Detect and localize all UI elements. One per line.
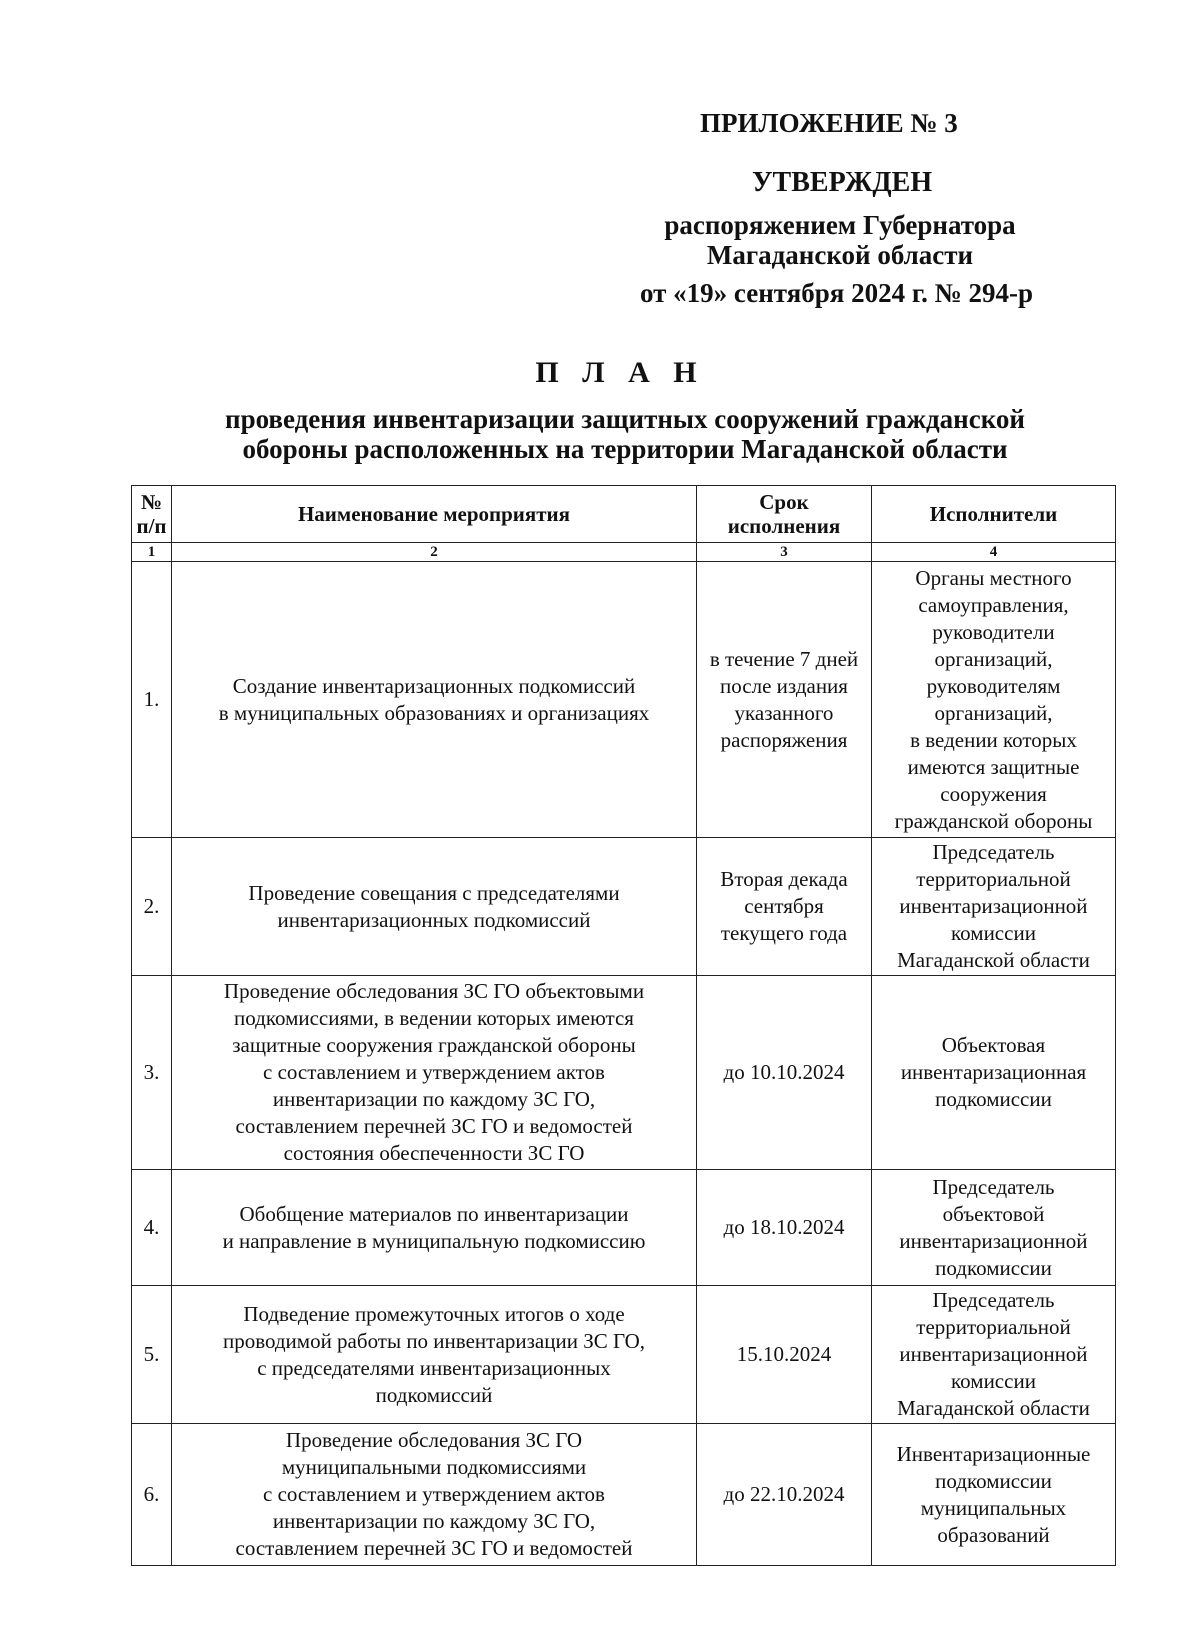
row-number: 6.: [132, 1424, 172, 1566]
col-num-header: № п/п: [132, 486, 172, 543]
activity-executors: Председатель территориальной инвентаризационной комиссии Магаданской области: [872, 838, 1116, 976]
plan-subtitle: проведения инвентаризации защитных сооружений гражданской обороны расположенных на территории Магаданской области: [225, 404, 1025, 464]
activity-term: до 22.10.2024: [697, 1424, 872, 1566]
row-number: 5.: [132, 1286, 172, 1424]
row-number: 4.: [132, 1170, 172, 1286]
table-row: [132, 976, 1116, 1170]
col-number: 4: [872, 543, 1116, 562]
col-name-header: Наименование мероприятия: [172, 486, 697, 543]
col-term-header: Срок исполнения: [697, 486, 872, 543]
activity-executors: Председатель территориальной инвентаризационной комиссии Магаданской области: [872, 1286, 1116, 1424]
col-number: 1: [132, 543, 172, 562]
activity-name: Создание инвентаризационных подкомиссий в муниципальных образованиях и организациях: [172, 562, 697, 838]
activity-term: 15.10.2024: [697, 1286, 872, 1424]
header-row: [132, 486, 1116, 543]
approved-by: распоряжением Губернатора Магаданской области: [664, 210, 1016, 270]
col-exec-header: Исполнители: [872, 486, 1116, 543]
row-number: 3.: [132, 976, 172, 1170]
activity-executors: Председатель объектовой инвентаризационной подкомиссии: [872, 1170, 1116, 1286]
row-number: 1.: [132, 562, 172, 838]
plan-table: [131, 485, 1116, 1566]
approved-label: УТВЕРЖДЕН: [752, 167, 933, 198]
table-row: [132, 1170, 1116, 1286]
activity-term: до 18.10.2024: [697, 1170, 872, 1286]
row-number: 2.: [132, 838, 172, 976]
activity-term: Вторая декада сентября текущего года: [697, 838, 872, 976]
table-row: [132, 1286, 1116, 1424]
column-numbers-row: [132, 543, 1116, 562]
activity-name: Подведение промежуточных итогов о ходе проводимой работы по инвентаризации ЗС ГО, с председателями инвентаризационных подкомиссий: [172, 1286, 697, 1424]
order-date: от «19» сентября 2024 г. № 294-р: [640, 278, 1034, 308]
activity-name: Проведение обследования ЗС ГО муниципальными подкомиссиями с составлением и утверждением актов инвентаризации по каждому ЗС ГО, составлением перечней ЗС ГО и ведомостей: [172, 1424, 697, 1566]
table-row: [132, 838, 1116, 976]
table-row: [132, 562, 1116, 838]
activity-term: в течение 7 дней после издания указанного распоряжения: [697, 562, 872, 838]
activity-executors: Объектовая инвентаризационная подкомиссии: [872, 976, 1116, 1170]
activity-name: Проведение совещания с председателями инвентаризационных подкомиссий: [172, 838, 697, 976]
col-number: 2: [172, 543, 697, 562]
activity-executors: Инвентаризационные подкомиссии муниципальных образований: [872, 1424, 1116, 1566]
appendix-label: ПРИЛОЖЕНИЕ № 3: [700, 108, 958, 138]
plan-title: П Л А Н: [535, 356, 705, 389]
activity-term: до 10.10.2024: [697, 976, 872, 1170]
table-row: [132, 1424, 1116, 1566]
activity-name: Обобщение материалов по инвентаризации и направление в муниципальную подкомиссию: [172, 1170, 697, 1286]
activity-name: Проведение обследования ЗС ГО объектовыми подкомиссиями, в ведении которых имеются защитные сооружения гражданской обороны с составлением и утверждением актов инвентаризации по каждому ЗС ГО, составлением перечней ЗС ГО и ведомостей состояния обеспеченности ЗС ГО: [172, 976, 697, 1170]
activity-executors: Органы местного самоуправления, руководители организаций, руководителям организаций, в ведении которых имеются защитные сооружения гражданской обороны: [872, 562, 1116, 838]
col-number: 3: [697, 543, 872, 562]
